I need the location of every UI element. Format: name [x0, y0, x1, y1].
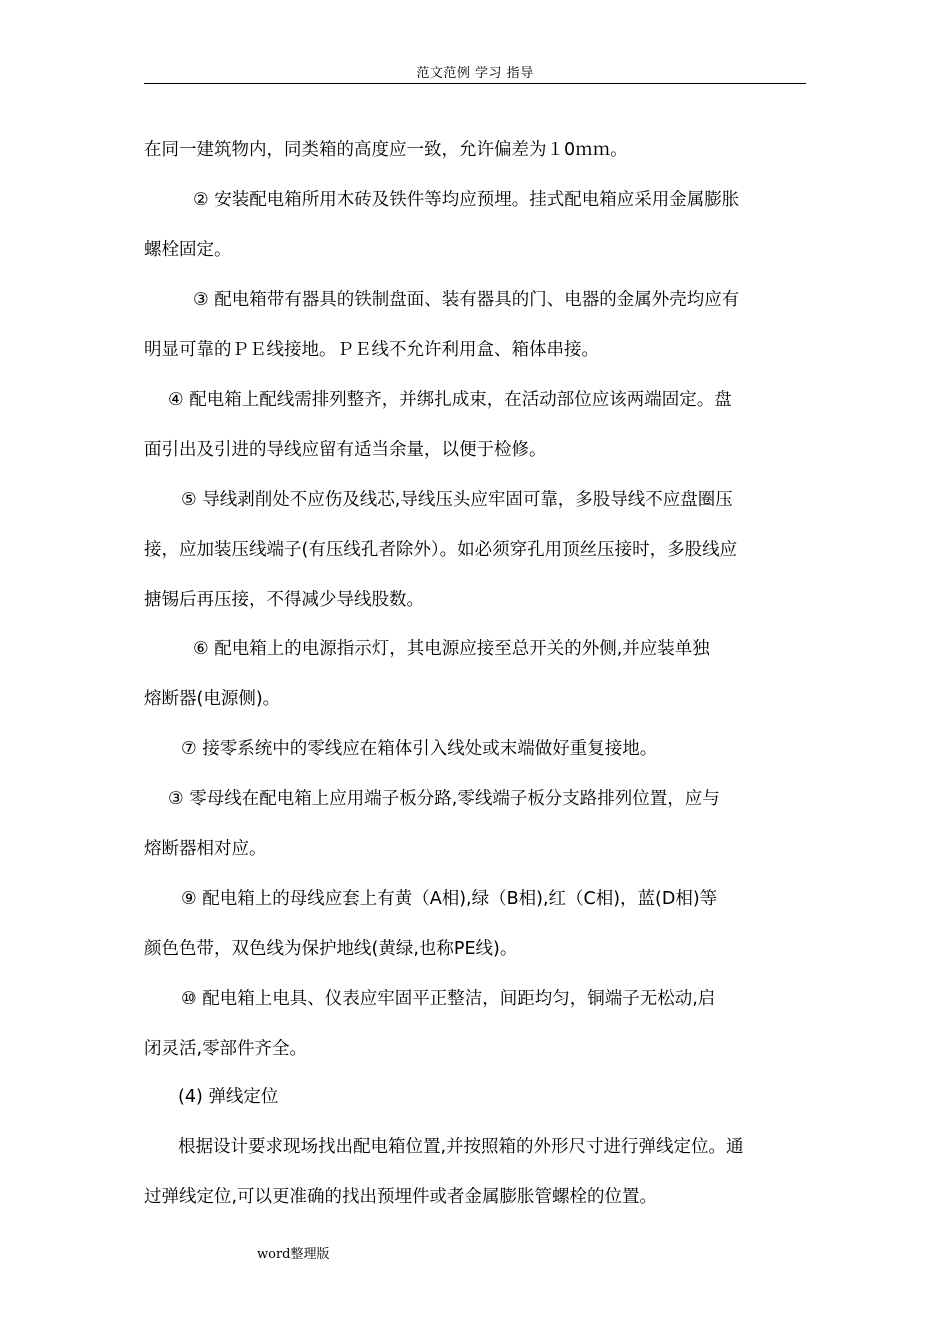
text-line: ⑥ 配电箱上的电源指示灯，其电源应接至总开关的外侧,并应装单独	[193, 639, 710, 659]
text-line: 螺栓固定。	[144, 240, 232, 260]
text-line: 搪锡后再压接，不得减少导线股数。	[144, 590, 424, 610]
text-line: 面引出及引进的导线应留有适当余量，以便于检修。	[144, 440, 547, 460]
text-line: 在同一建筑物内，同类箱的高度应一致，允许偏差为１0ｍｍ。	[144, 140, 628, 160]
text-line: ⑤ 导线剥削处不应伤及线芯,导线压头应牢固可靠，多股导线不应盘圈压	[181, 490, 733, 510]
text-line: 根据设计要求现场找出配电箱位置,并按照箱的外形尺寸进行弹线定位。通	[178, 1137, 744, 1157]
text-line: 颜色色带，双色线为保护地线(黄绿,也称PE线)。	[144, 939, 518, 959]
text-line: 过弹线定位,可以更准确的找出预埋件或者金属膨胀管螺栓的位置。	[144, 1187, 658, 1207]
text-line: 明显可靠的ＰＥ线接地。ＰＥ线不允许利用盒、箱体串接。	[144, 340, 599, 360]
page-footer: word整理版	[257, 1247, 330, 1262]
text-line: 熔断器相对应。	[144, 839, 267, 859]
text-line: ⑨ 配电箱上的母线应套上有黄（A相),绿（B相),红（C相)，蓝(D相)等	[181, 889, 718, 909]
text-line: 闭灵活,零部件齐全。	[144, 1039, 308, 1059]
text-line: 接，应加装压线端子(有压线孔者除外）。如必须穿孔用顶丝压接时，多股线应	[144, 540, 738, 560]
page-header	[144, 62, 806, 84]
header-text: 范文范例 学习 指导	[416, 66, 534, 81]
text-line: 熔断器(电源侧)。	[144, 689, 281, 709]
section-heading: (4) 弹线定位	[178, 1087, 279, 1107]
text-line: ⑩ 配电箱上电具、仪表应牢固平正整洁，间距均匀，铜端子无松动,启	[181, 989, 716, 1009]
text-line: ⑦ 接零系统中的零线应在箱体引入线处或末端做好重复接地。	[181, 739, 658, 759]
text-line: ③ 配电箱带有器具的铁制盘面、装有器具的门、电器的金属外壳均应有	[193, 290, 740, 310]
text-line: ④ 配电箱上配线需排列整齐，并绑扎成束，在活动部位应该两端固定。盘	[168, 390, 732, 410]
text-line: ③ 零母线在配电箱上应用端子板分路,零线端子板分支路排列位置，应与	[168, 789, 720, 809]
text-line: ② 安装配电箱所用木砖及铁件等均应预埋。挂式配电箱应采用金属膨胀	[193, 190, 740, 210]
